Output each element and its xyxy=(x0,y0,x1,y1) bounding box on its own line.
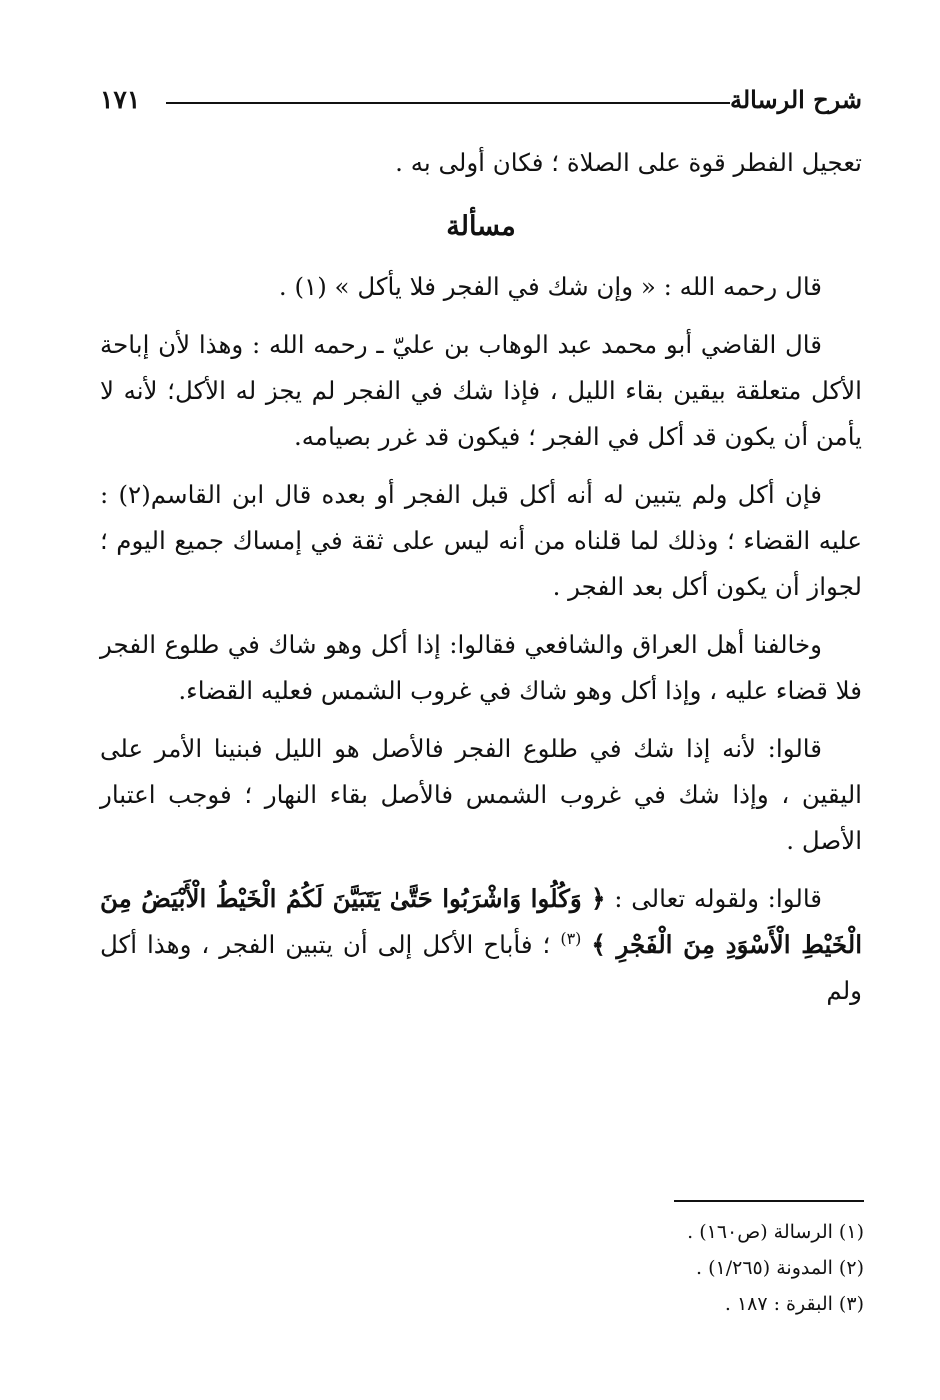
footnotes xyxy=(264,1200,864,1322)
quran-intro: قالوا: ولقوله تعالى : xyxy=(605,884,822,913)
paragraph-quran-argument xyxy=(100,876,862,1014)
paragraph-ibn-alqasim: فإن أكل ولم يتبين له أنه أكل قبل الفجر أو بعده قال ابن القاسم(٢) : عليه القضاء ؛ وذلك لما قلناه من أنه ليس على ثقة في إمساك جميع اليوم ؛ لجواز أن يكون أكل بعد الفجر . xyxy=(100,480,862,601)
quran-verse: ﴿ وَكُلُوا وَاشْرَبُوا حَتَّىٰ يَتَبَيَّنَ لَكُمُ الْخَيْطُ الْأَبْيَضُ مِنَ الْخَيْطِ الْأَسْوَدِ مِنَ الْفَجْرِ ﴾ xyxy=(100,884,862,959)
footnote-3: (٣) البقرة : ١٨٧ . xyxy=(724,1293,864,1315)
footnote-1: (١) الرسالة (ص١٦٠) . xyxy=(687,1221,864,1243)
paragraph-commentary: قال القاضي أبو محمد عبد الوهاب بن عليّ ـ رحمه الله : وهذا لأن إباحة الأكل متعلقة بيقين بقاء الليل ، فإذا شك في الفجر لم يجز له الأكل؛ لأنه لا يأمن أن يكون قد أكل في الفجر ؛ فيكون قد غرر بصيامه. xyxy=(100,330,862,451)
paragraph-tail: ؛ فأباح الأكل إلى أن يتبين الفجر ، وهذا أكل ولم xyxy=(100,930,862,1005)
paragraph-their-argument: قالوا: لأنه إذا شك في طلوع الفجر فالأصل هو الليل فبنينا الأمر على اليقين ، وإذا شك في غروب الشمس فالأصل بقاء النهار ؛ فوجب اعتبار الأصل . xyxy=(100,734,862,855)
page-number: ١٧١ xyxy=(100,85,141,114)
footnote-ref-3: (٣) xyxy=(560,928,582,948)
paragraph-continuation: تعجيل الفطر قوة على الصلاة ؛ فكان أولى به . xyxy=(395,148,862,177)
footnote-2: (٢) المدونة (١/٢٦٥) . xyxy=(696,1257,864,1279)
running-title: شرح الرسالة xyxy=(729,85,862,114)
paragraph-disagreement: وخالفنا أهل العراق والشافعي فقالوا: إذا أكل وهو شاك في طلوع الفجر فلا قضاء عليه ، وإذا أكل وهو شاك في غروب الشمس فعليه القضاء. xyxy=(100,630,862,705)
main-text xyxy=(100,140,862,1026)
page-header xyxy=(100,82,862,122)
paragraph-quote: قال رحمه الله : « وإن شك في الفجر فلا يأكل » (١) . xyxy=(278,272,822,301)
section-heading: مسألة xyxy=(446,211,516,242)
header-rule xyxy=(166,102,730,104)
